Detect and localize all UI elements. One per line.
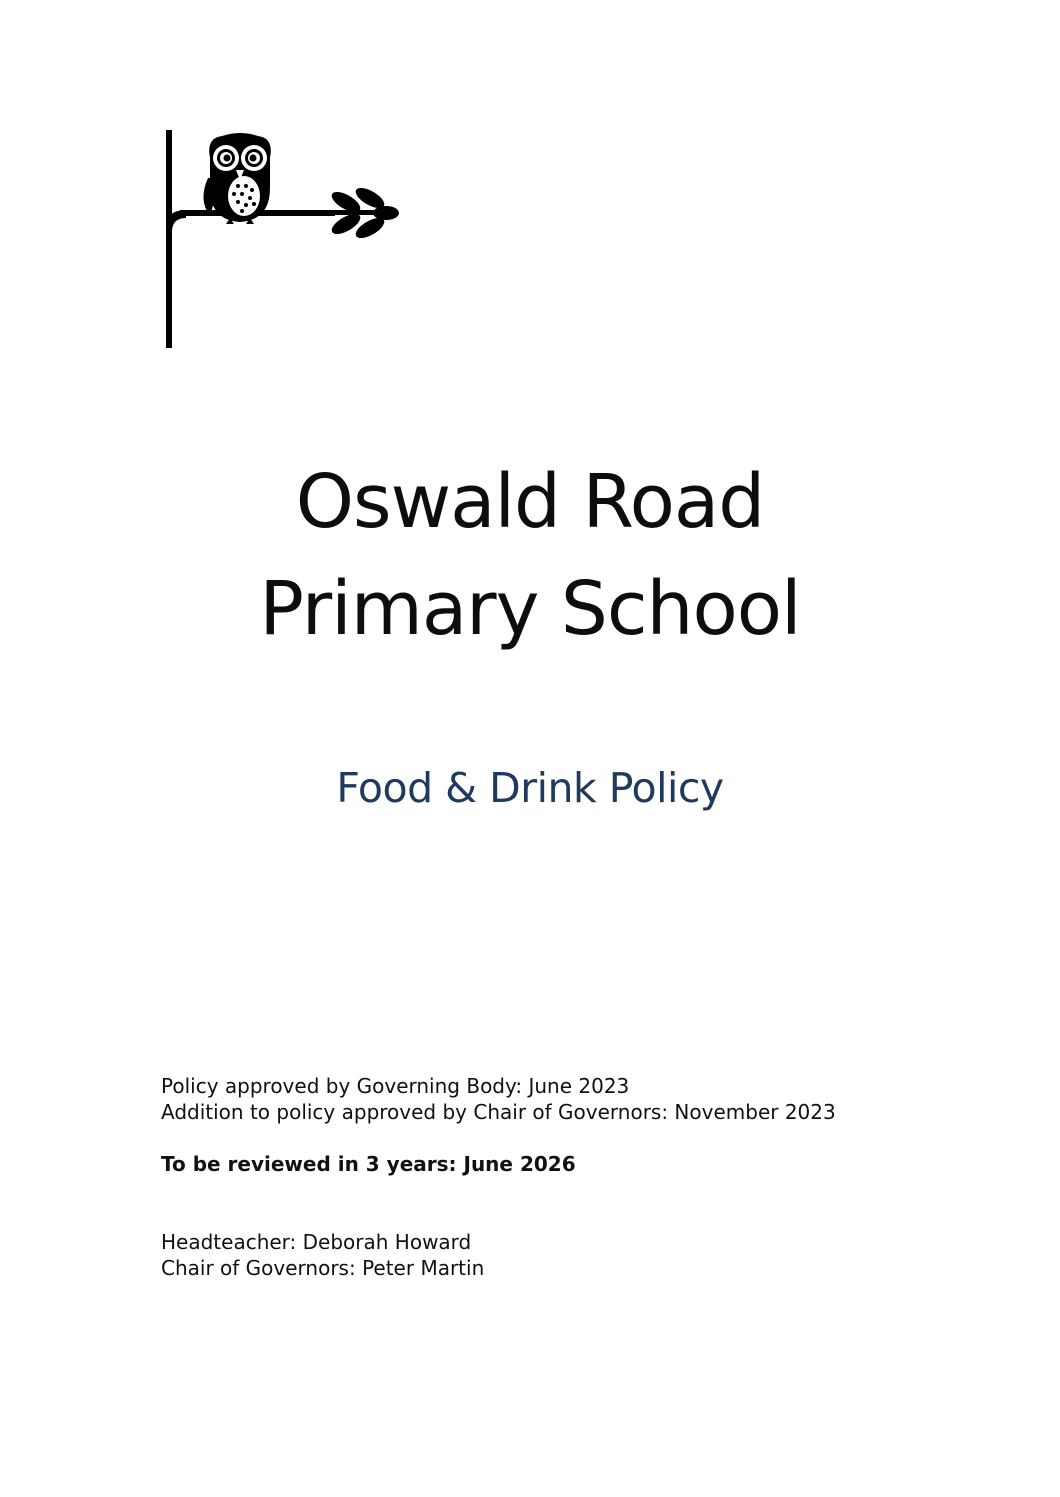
- school-name-line1: Oswald Road: [295, 459, 765, 545]
- owl-on-branch-icon: [160, 128, 410, 352]
- addition-approval: Addition to policy approved by Chair of Governors: November 2023: [161, 1100, 836, 1124]
- governing-body-approval: Policy approved by Governing Body: June 2023: [161, 1074, 630, 1098]
- chair-of-governors: Chair of Governors: Peter Martin: [161, 1256, 485, 1280]
- policy-title: Food & Drink Policy: [336, 764, 724, 812]
- school-name-line2: Primary School: [259, 566, 801, 652]
- review-date: To be reviewed in 3 years: June 2026: [161, 1152, 576, 1176]
- headteacher: Headteacher: Deborah Howard: [161, 1230, 472, 1254]
- school-logo: [160, 128, 410, 352]
